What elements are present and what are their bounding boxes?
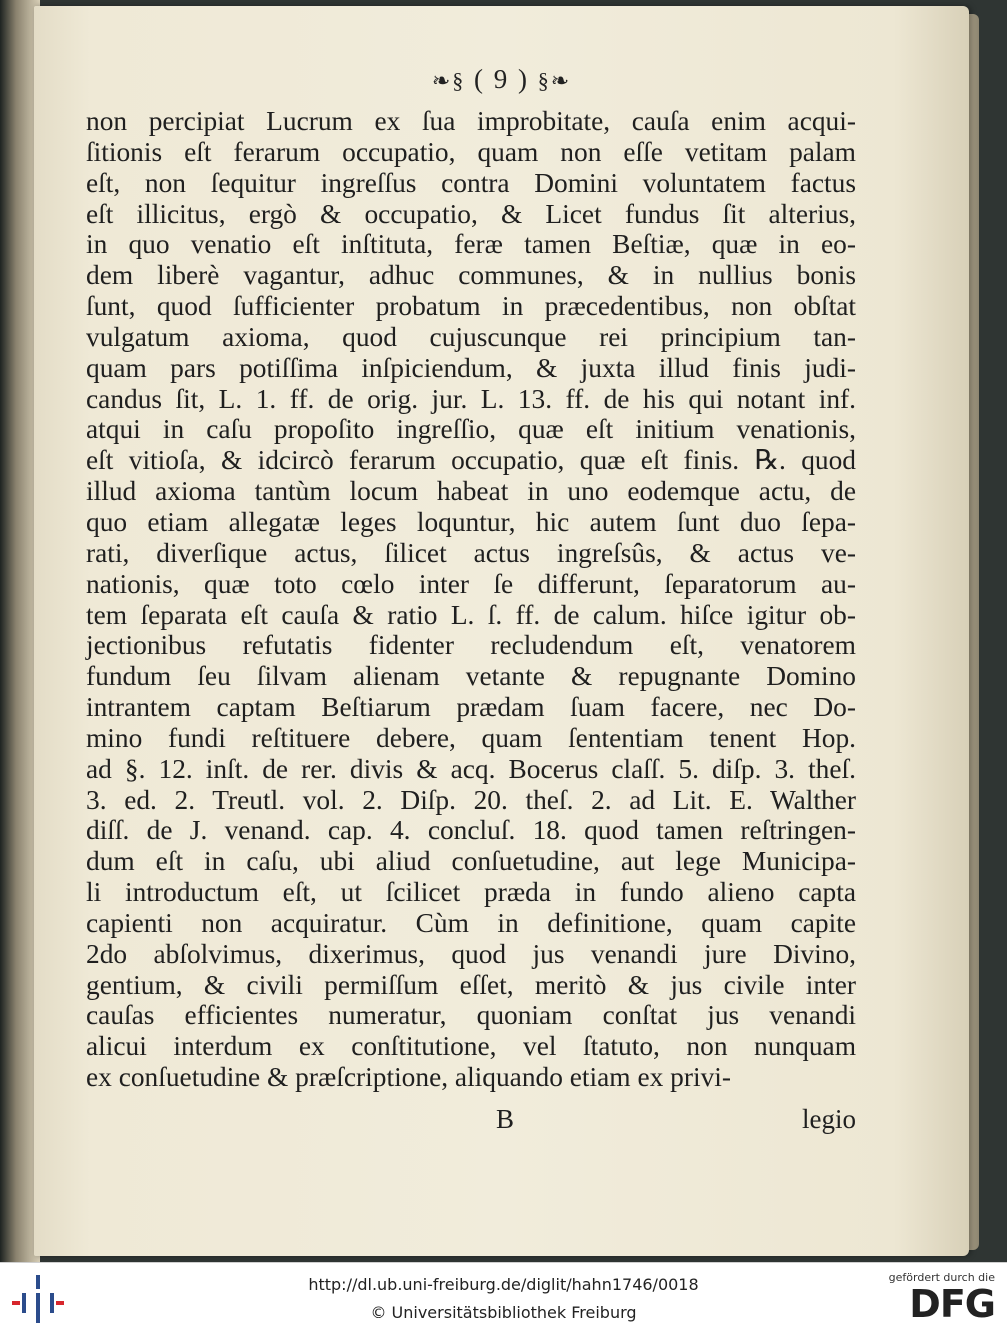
signature-mark: B [496, 1104, 515, 1134]
header-ornament-left: ❧§ [431, 68, 466, 93]
text-line: quo etiam allegatæ leges loquntur, hic autem ſunt duo ſepa- [86, 506, 856, 537]
text-line: li introductum eſt, ut ſcilicet præda in fundo alieno capta [86, 877, 856, 908]
header-ornament-right: §❧ [537, 68, 572, 93]
text-line: jectionibus refutatis fidenter recludendum eſt, venatorem [86, 630, 856, 661]
text-line: fundum ſeu ſilvam alienam vetante & repugnante Domino [86, 661, 856, 692]
text-line: dem liberè vagantur, adhuc communes, & in nullius bonis [86, 260, 856, 291]
text-line: alicui interdum ex conſtitutione, vel ſtatuto, non nunquam [86, 1031, 856, 1062]
text-line: 2do abſolvimus, dixerimus, quod jus venandi jure Divino, [86, 938, 856, 969]
text-line: atqui in caſu propoſito ingreſſio, quæ eſt initium venationis, [86, 414, 856, 445]
text-line: ſitionis eſt ferarum occupatio, quam non eſſe vetitam palam [86, 136, 856, 167]
page-footer-line [86, 1104, 856, 1138]
text-line: gentium, & civili permiſſum eſſet, meritò & jus civile inter [86, 969, 856, 1000]
text-line: eſt vitioſa, & idcircò ferarum occupatio, quæ eſt finis. ℞. quod [86, 445, 856, 476]
page-number: ( 9 ) [474, 64, 529, 94]
text-line: nationis, quæ toto cœlo inter ſe differunt, ſeparatorum au- [86, 568, 856, 599]
text-line: eſt illicitus, ergò & occupatio, & Licet fundus ſit alterius, [86, 198, 856, 229]
copyright-text: © Universitätsbibliothek Freiburg [370, 1303, 637, 1322]
text-line: mino fundi reſtituere debere, quam ſententiam tenent Hop. [86, 722, 856, 753]
text-line: in quo venatio eſt inſtituta, feræ tamen Beſtiæ, quæ in eo- [86, 229, 856, 260]
text-line: quam pars potiſſima inſpiciendum, & juxta illud finis judi- [86, 352, 856, 383]
text-line: intrantem captam Beſtiarum prædam ſuam facere, nec Do- [86, 692, 856, 723]
text-line: ex conſuetudine & præſcriptione, aliquando etiam ex privi- [86, 1062, 732, 1093]
text-line: vulgatum axioma, quod cujuscunque rei principium tan- [86, 321, 856, 352]
text-line: eſt, non ſequitur ingreſſus contra Domini voluntatem factus [86, 167, 856, 198]
text-line: dum eſt in caſu, ubi aliud conſuetudine, aut lege Municipa- [86, 846, 856, 877]
text-line: tem ſeparata eſt cauſa & ratio L. ſ. ff. de calum. hiſce igitur ob- [86, 599, 856, 630]
text-line: ſunt, quod ſufficienter probatum in præcedentibus, non obſtat [86, 291, 856, 322]
page-header [34, 64, 969, 95]
book-page [34, 6, 969, 1256]
document-url-link[interactable]: http://dl.ub.uni-freiburg.de/diglit/hahn1746/0018 [308, 1275, 699, 1294]
text-line: non percipiat Lucrum ex ſua improbitate, cauſa enim acqui- [86, 106, 856, 136]
text-line: 3. ed. 2. Treutl. vol. 2. Diſp. 20. theſ. 2. ad Lit. E. Walther [86, 784, 856, 815]
body-text [86, 106, 856, 1093]
text-line: cauſas efficientes numeratur, quoniam conſtat jus venandi [86, 1000, 856, 1031]
dfg-funding-label: gefördert durch die [888, 1271, 995, 1284]
dfg-logo [885, 1271, 995, 1329]
text-line: ad §. 12. inſt. de rer. divis & acq. Bocerus claſſ. 5. diſp. 3. theſ. [86, 753, 856, 784]
text-line: illud axioma tantùm locum habeat in uno eodemque actu, de [86, 476, 856, 507]
dfg-logo-text: DFG [909, 1282, 995, 1326]
text-line: rati, diverſique actus, ſilicet actus ingreſsûs, & actus ve- [86, 537, 856, 568]
text-line: capienti non acquiratur. Cùm in definitione, quam capite [86, 907, 856, 938]
text-line: diſſ. de J. venand. cap. 4. concluſ. 18. quod tamen reſtringen- [86, 815, 856, 846]
text-line: candus ſit, L. 1. ff. de orig. jur. L. 13. ff. de his qui notant inf. [86, 383, 856, 414]
catchword: legio [802, 1104, 856, 1134]
viewer-footer-bar [0, 1262, 1007, 1334]
